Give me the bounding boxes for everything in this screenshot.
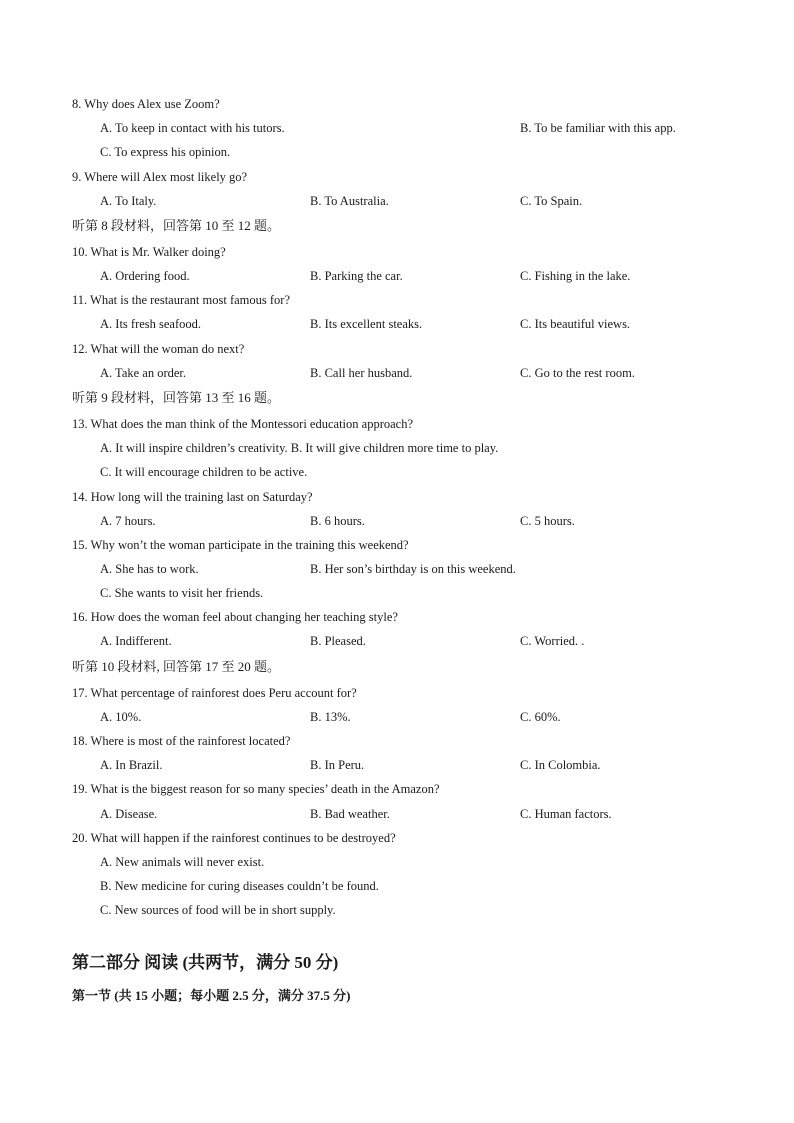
question-18-option-a: A. In Brazil. (100, 758, 163, 772)
question-20-option-b: B. New medicine for curing diseases couldn’t be found. (100, 879, 379, 893)
question-8-option-b: B. To be familiar with this app. (520, 121, 676, 135)
question-9-option-a: A. To Italy. (100, 194, 157, 208)
question-14-stem: 14. How long will the training last on Saturday? (72, 490, 313, 504)
question-17-option-b: B. 13%. (310, 710, 351, 724)
question-19-option-a: A. Disease. (100, 807, 158, 821)
question-15-option-b: B. Her son’s birthday is on this weekend. (310, 562, 516, 576)
question-17-option-c: C. 60%. (520, 710, 561, 724)
question-9-option-c: C. To Spain. (520, 194, 583, 208)
section-one-heading: 第一节 (共 15 小题；每小题 2.5 分，满分 37.5 分) (72, 988, 351, 1003)
question-12-stem: 12. What will the woman do next? (72, 342, 245, 356)
question-12-option-c: C. Go to the rest room. (520, 366, 635, 380)
question-17-stem: 17. What percentage of rainforest does Peru account for? (72, 686, 357, 700)
question-20-option-c: C. New sources of food will be in short supply. (100, 903, 336, 917)
question-13-stem: 13. What does the man think of the Montessori education approach? (72, 417, 413, 431)
question-11-option-a: A. Its fresh seafood. (100, 317, 202, 331)
question-10-option-a: A. Ordering food. (100, 269, 190, 283)
question-19-stem: 19. What is the biggest reason for so many species’ death in the Amazon? (72, 782, 440, 796)
question-16-stem: 16. How does the woman feel about changing her teaching style? (72, 610, 398, 624)
question-17-option-a: A. 10%. (100, 710, 142, 724)
question-11-option-b: B. Its excellent steaks. (310, 317, 423, 331)
question-10-option-b: B. Parking the car. (310, 269, 403, 283)
question-15-option-a: A. She has to work. (100, 562, 199, 576)
section-9-instruction: 听第 9 段材料，回答第 13 至 16 题。 (72, 390, 281, 405)
question-12-option-a: A. Take an order. (100, 366, 187, 380)
question-11-stem: 11. What is the restaurant most famous for? (72, 293, 290, 307)
question-12-option-b: B. Call her husband. (310, 366, 413, 380)
question-16-option-a: A. Indifferent. (100, 634, 172, 648)
question-13-option-c: C. It will encourage children to be active. (100, 465, 308, 479)
question-15-stem: 15. Why won’t the woman participate in the training this weekend? (72, 538, 409, 552)
question-16-option-c: C. Worried. . (520, 634, 585, 648)
question-18-option-c: C. In Colombia. (520, 758, 601, 772)
question-10-option-c: C. Fishing in the lake. (520, 269, 631, 283)
question-19-option-b: B. Bad weather. (310, 807, 390, 821)
part-two-heading: 第二部分 阅读 (共两节，满分 50 分) (72, 953, 339, 972)
question-8-option-a: A. To keep in contact with his tutors. (100, 121, 285, 135)
question-20-option-a: A. New animals will never exist. (100, 855, 265, 869)
question-11-option-c: C. Its beautiful views. (520, 317, 631, 331)
question-8-stem: 8. Why does Alex use Zoom? (72, 97, 220, 111)
question-9-stem: 9. Where will Alex most likely go? (72, 170, 248, 184)
question-19-option-c: C. Human factors. (520, 807, 612, 821)
question-15-option-c: C. She wants to visit her friends. (100, 586, 264, 600)
question-10-stem: 10. What is Mr. Walker doing? (72, 245, 226, 259)
question-8-option-c: C. To express his opinion. (100, 145, 231, 159)
question-20-stem: 20. What will happen if the rainforest continues to be destroyed? (72, 831, 396, 845)
question-14-option-c: C. 5 hours. (520, 514, 575, 528)
question-18-option-b: B. In Peru. (310, 758, 365, 772)
question-13-options-ab: A. It will inspire children’s creativity. B. It will give children more time to play. (100, 441, 499, 455)
section-10-instruction: 听第 10 段材料, 回答第 17 至 20 题。 (72, 659, 281, 674)
question-14-option-a: A. 7 hours. (100, 514, 156, 528)
question-16-option-b: B. Pleased. (310, 634, 366, 648)
question-14-option-b: B. 6 hours. (310, 514, 365, 528)
question-9-option-b: B. To Australia. (310, 194, 389, 208)
question-18-stem: 18. Where is most of the rainforest located? (72, 734, 291, 748)
section-8-instruction: 听第 8 段材料，回答第 10 至 12 题。 (72, 218, 281, 233)
